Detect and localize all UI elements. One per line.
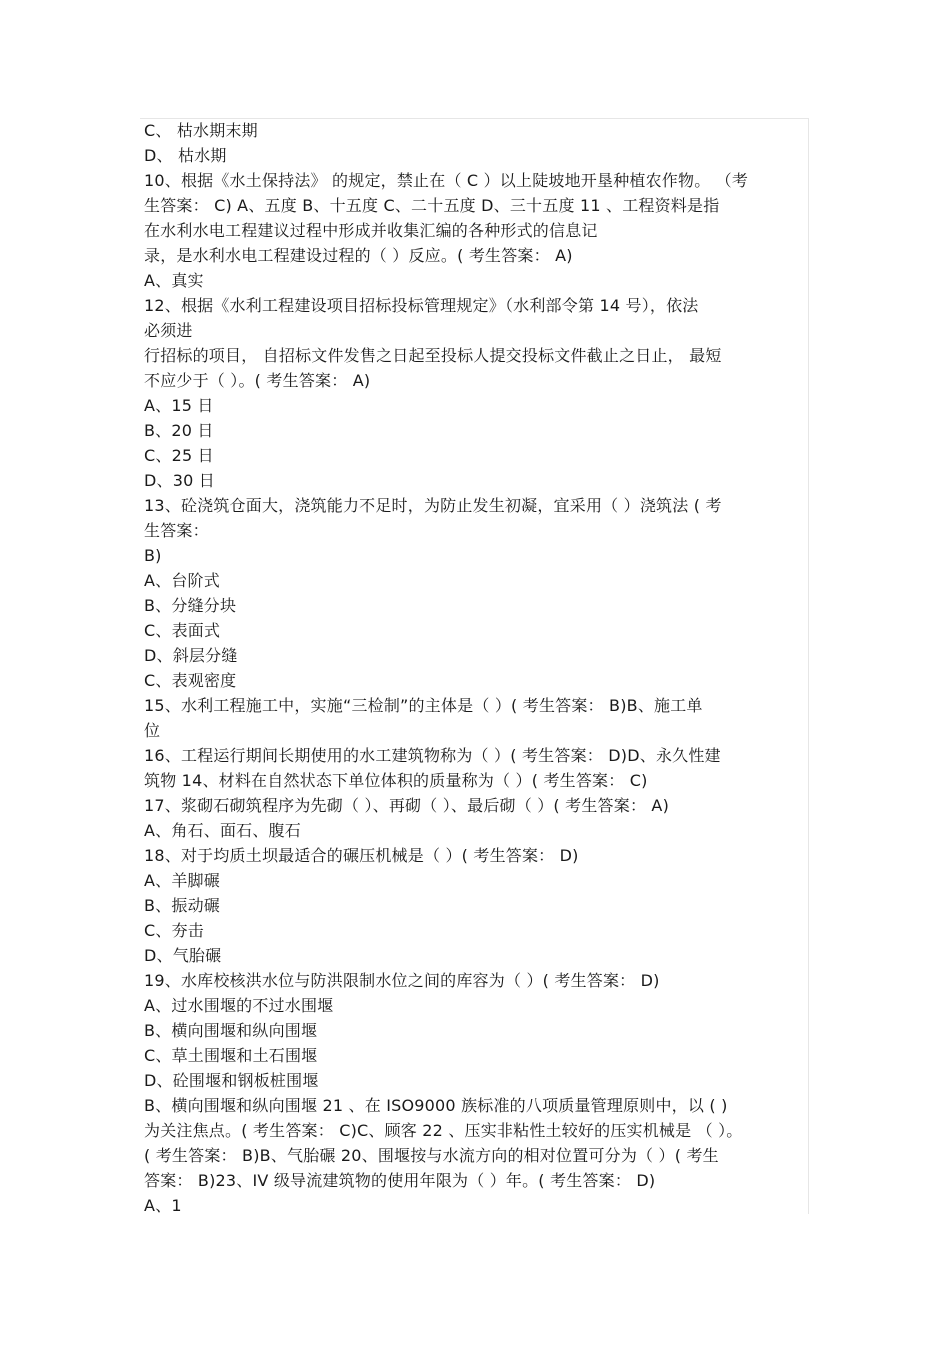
text-line: ( 考生答案： B)B、气胎碾 20、围堰按与水流方向的相对位置可分为（ ）( 考生 xyxy=(144,1146,719,1165)
text-line: A、角石、面石、腹石 xyxy=(144,821,301,840)
text-line: B) xyxy=(144,546,162,565)
text-line: 答案： B)23、IV 级导流建筑物的使用年限为（ ）年。( 考生答案： D) xyxy=(144,1171,656,1190)
text-line: C、表观密度 xyxy=(144,671,237,690)
text-line: A、真实 xyxy=(144,271,204,290)
text-line: D、斜层分缝 xyxy=(144,646,238,665)
text-line: D、砼围堰和钢板桩围堰 xyxy=(144,1071,319,1090)
text-line: 生答案： C) A、五度 B、十五度 C、二十五度 D、三十五度 11 、工程资料是指 xyxy=(144,196,720,215)
text-line: B、振动碾 xyxy=(144,896,220,915)
text-line: 生答案： xyxy=(144,521,209,540)
text-line: 筑物 14、材料在自然状态下单位体积的质量称为（ ）( 考生答案： C) xyxy=(144,771,648,790)
text-line: C、表面式 xyxy=(144,621,221,640)
text-line: C、夯击 xyxy=(144,921,204,940)
text-line: C、25 日 xyxy=(144,446,214,465)
text-line: 位 xyxy=(144,721,161,740)
text-line: 不应少于（ ）。( 考生答案： A) xyxy=(144,371,371,390)
text-line: 18、对于均质土坝最适合的碾压机械是（ ）( 考生答案： D) xyxy=(144,846,579,865)
text-line: B、20 日 xyxy=(144,421,214,440)
text-line: 录，是水利水电工程建设过程的（ ）反应。( 考生答案： A) xyxy=(144,246,573,265)
exam-question-text xyxy=(144,118,808,1218)
text-line: 15、水利工程施工中，实施“三检制”的主体是（ ）( 考生答案： B)B、施工单 xyxy=(144,696,703,715)
text-line: 为关注焦点。( 考生答案： C)C、顾客 22 、压实非粘性土较好的压实机械是 （ ）。 xyxy=(144,1121,743,1140)
text-line: 17、浆砌石砌筑程序为先砌（ ）、再砌（ ）、最后砌（ ）( 考生答案： A) xyxy=(144,796,670,815)
text-line: 19、水库校核洪水位与防洪限制水位之间的库容为（ ）( 考生答案： D) xyxy=(144,971,660,990)
text-line: C、草土围堰和土石围堰 xyxy=(144,1046,318,1065)
text-line: 在水利水电工程建议过程中形成并收集汇编的各种形式的信息记 xyxy=(144,221,598,240)
text-line: 行招标的项目， 自招标文件发售之日起至投标人提交投标文件截止之日止， 最短 xyxy=(144,346,722,365)
text-line: B、横向围堰和纵向围堰 xyxy=(144,1021,318,1040)
text-line: A、羊脚碾 xyxy=(144,871,220,890)
text-line: A、1 xyxy=(144,1196,182,1215)
text-line: D、30 日 xyxy=(144,471,215,490)
text-line: A、过水围堰的不过水围堰 xyxy=(144,996,334,1015)
text-line: D、 枯水期 xyxy=(144,146,227,165)
text-line: C、 枯水期末期 xyxy=(144,121,258,140)
text-line: A、台阶式 xyxy=(144,571,220,590)
text-line: B、分缝分块 xyxy=(144,596,237,615)
text-line: B、横向围堰和纵向围堰 21 、在 ISO9000 族标准的八项质量管理原则中，以 ( ) xyxy=(144,1096,728,1115)
text-line: 13、砼浇筑仓面大，浇筑能力不足时，为防止发生初凝，宜采用（ ）浇筑法 ( 考 xyxy=(144,496,722,515)
text-line: 10、根据《水土保持法》 的规定，禁止在（ C ）以上陡坡地开垦种植农作物。 （考 xyxy=(144,171,749,190)
text-line: 16、工程运行期间长期使用的水工建筑物称为（ ）( 考生答案： D)D、永久性建 xyxy=(144,746,721,765)
text-line: A、15 日 xyxy=(144,396,214,415)
text-line: 必须进 xyxy=(144,321,193,340)
text-line: 12、根据《水利工程建设项目招标投标管理规定》（水利部令第 14 号），依法 xyxy=(144,296,699,315)
text-line: D、气胎碾 xyxy=(144,946,222,965)
